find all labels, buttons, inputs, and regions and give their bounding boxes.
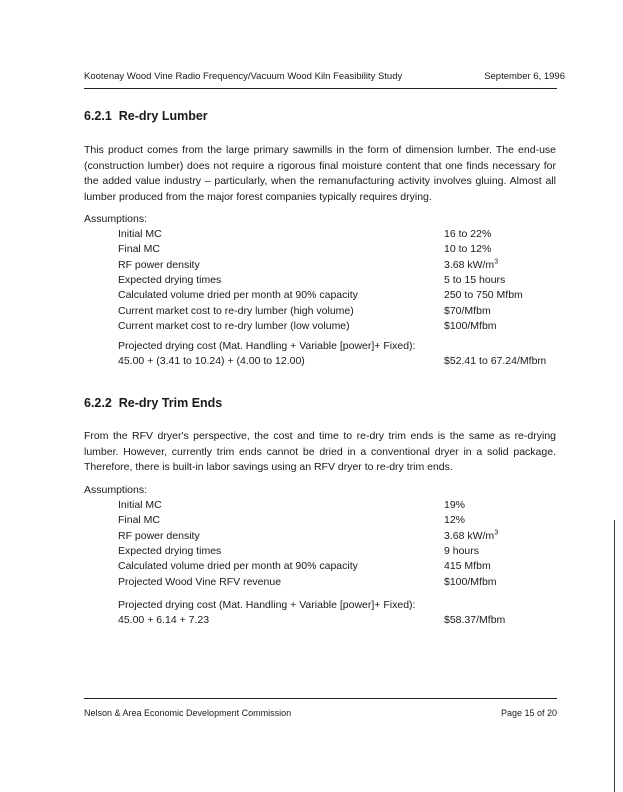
section-title: Re-dry Trim Ends [118,396,223,410]
header-rule [84,88,557,89]
assumption-value [444,576,497,588]
assumption-value-text: 9 hours [444,544,480,557]
section-paragraph: From the RFV dryer's perspective, the cost and time to re-dry trim ends is the same as re-drying lumber. However, currently trim ends cannot be dried in a conventional dryer in a solid package. Therefore, there is built-in labor savings using an RFV dryer to re-dry trim ends. [84,430,556,473]
projected-cost-formula: 45.00 + 6.14 + 7.23 [118,614,210,626]
assumption-label: RF power density [118,258,200,271]
assumptions-label: Assumptions: [84,213,148,225]
section-title: Re-dry Lumber [118,109,208,123]
assumption-value-text: 19% [444,499,466,511]
projected-cost-label: Projected drying cost (Mat. Handling + Variable [power]+ Fixed): [118,340,416,352]
assumption-value [444,545,479,557]
assumption-value [444,274,505,286]
assumption-value [444,514,465,526]
assumption-value-text: 16 to 22% [444,228,492,240]
projected-cost-value: $58.37/Mfbm [444,614,506,626]
footer-rule [84,698,557,699]
page-number: Page 15 of 20 [500,708,557,718]
projected-cost-value: $52.41 to 67.24/Mfbm [444,355,547,367]
projected-cost-label: Projected drying cost (Mat. Handling + Variable [power]+ Fixed): [118,599,416,611]
header-date: September 6, 1996 [484,71,565,82]
assumption-label: Calculated volume dried per month at 90% capacity [118,560,358,573]
unit-exponent: 3 [494,529,499,537]
section-heading-redry-trim-ends [84,396,222,410]
assumption-value [444,228,491,240]
assumption-value [444,259,498,271]
footer-org: Nelson & Area Economic Development Commission [84,708,292,718]
assumption-value [444,305,491,317]
assumption-value [444,530,498,542]
assumption-value [444,560,491,572]
assumption-label: Initial MC [118,499,162,511]
section-number: 6.2.2 [84,396,112,410]
assumptions-label: Assumptions: [84,484,148,496]
assumption-row [118,320,558,336]
section-paragraph: This product comes from the large primary sawmills in the form of dimension lumber. The end-use (construction lumber) does not require a rigorous final moisture content that one finds necessary for the added value industry – particularly, when the remanufacturing activity involves gluing. Almost all lumber produced from the major forest companies typically requires drying. [84,144,556,203]
assumption-value-text: $100/Mfbm [444,575,497,588]
assumption-value-text: 12% [444,514,466,527]
unit-exponent: 3 [494,258,499,266]
assumption-label: Expected drying times [118,273,222,286]
assumption-row [118,305,558,321]
assumption-row [118,243,558,259]
projected-cost-formula: 45.00 + (3.41 to 10.24) + (4.00 to 12.00) [118,355,305,367]
assumption-row [118,259,558,275]
assumption-label: Current market cost to re-dry lumber (high volume) [118,304,354,317]
assumption-label: RF power density [118,529,200,542]
scan-edge-line [614,520,615,792]
assumption-value [444,243,491,255]
assumption-value-text: 5 to 15 hours [444,273,506,286]
assumption-row [118,274,558,290]
assumption-value [444,320,497,332]
assumption-row [118,499,558,515]
assumption-value [444,499,465,511]
section-heading-redry-lumber [84,109,208,123]
assumption-label: Projected Wood Vine RFV revenue [118,575,282,588]
assumption-row [118,560,558,576]
assumption-label: Final MC [118,243,161,256]
assumption-row [118,576,558,592]
assumption-label: Initial MC [118,228,162,240]
header-title: Kootenay Wood Vine Radio Frequency/Vacuum Wood Kiln Feasibility Study [84,71,403,82]
assumption-row [118,530,558,546]
assumption-row [118,545,558,561]
assumption-value-text: 10 to 12% [444,243,492,256]
assumption-label: Calculated volume dried per month at 90% capacity [118,289,358,302]
assumption-value-text: $70/Mfbm [444,304,491,317]
section-number: 6.2.1 [84,109,112,123]
assumption-value-text: 415 Mfbm [444,560,491,573]
assumption-label: Current market cost to re-dry lumber (low volume) [118,319,350,332]
assumption-value-text: $100/Mfbm [444,319,497,332]
assumption-label: Final MC [118,514,161,527]
assumption-value-text: 250 to 750 Mfbm [444,289,523,302]
assumption-value [444,289,523,301]
assumption-value-text: 3.68 kW/m [444,258,495,271]
assumption-label: Expected drying times [118,544,222,557]
assumption-value-text: 3.68 kW/m [444,529,495,542]
assumption-row [118,289,558,305]
assumption-row [118,228,558,244]
assumption-row [118,514,558,530]
